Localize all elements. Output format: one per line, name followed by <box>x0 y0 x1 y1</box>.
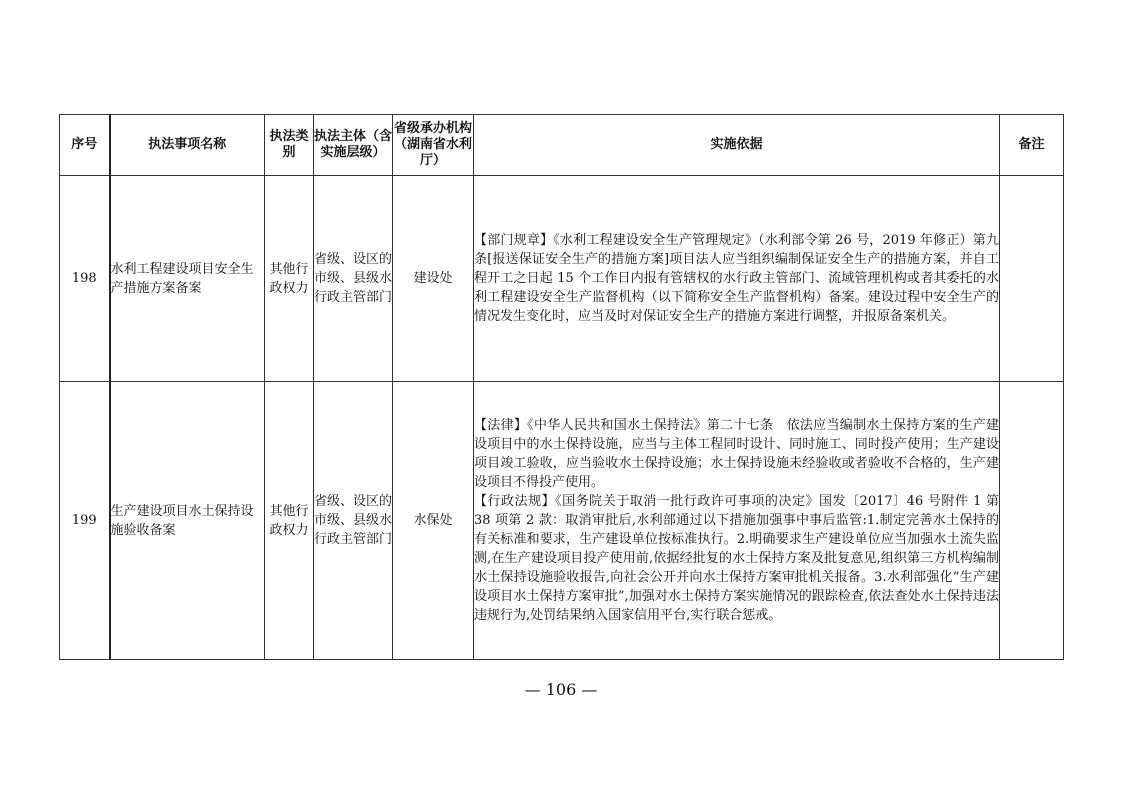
header-remark: 备注 <box>1000 115 1064 176</box>
basis-paragraph: 【法律】《中华人民共和国水土保持法》第二十七条 依法应当编制水土保持方案的生产建设项目中的水土保持设施，应当与主体工程同时设计、同时施工、同时投产使用；生产建设项目竣工验收，应当验收水土保持设施；水土保持设施未经验收或者验收不合格的，生产建设项目不得投产使用。 <box>474 418 999 490</box>
row-subject: 省级、设区的市级、县级水行政主管部门 <box>314 176 393 382</box>
row-dept: 水保处 <box>393 382 474 660</box>
row-category: 其他行政权力 <box>265 382 314 660</box>
table-row <box>60 382 1064 660</box>
row-name: 生产建设项目水土保持设施验收备案 <box>110 382 265 660</box>
row-basis <box>474 176 1000 382</box>
row-no: 199 <box>60 382 110 660</box>
page-number: — 106 — <box>524 680 598 699</box>
row-remark <box>1000 382 1064 660</box>
header-basis: 实施依据 <box>474 115 1000 176</box>
header-name: 执法事项名称 <box>110 115 265 176</box>
header-subject: 执法主体（含实施层级） <box>314 115 393 176</box>
row-dept: 建设处 <box>393 176 474 382</box>
enforcement-table <box>59 114 1064 660</box>
row-category: 其他行政权力 <box>265 176 314 382</box>
row-subject: 省级、设区的市级、县级水行政主管部门 <box>314 382 393 660</box>
header-dept: 省级承办机构（湖南省水利厅） <box>393 115 474 176</box>
table-row <box>60 176 1064 382</box>
row-name: 水利工程建设项目安全生产措施方案备案 <box>110 176 265 382</box>
row-no: 198 <box>60 176 110 382</box>
row-remark <box>1000 176 1064 382</box>
basis-paragraph: 【行政法规】《国务院关于取消一批行政许可事项的决定》国发〔2017〕46 号附件 1 第 38 项第 2 款：取消审批后,水利部通过以下措施加强事中事后监管:1.制定完善水土保持的有关标准和要求，生产建设单位按标准执行。2.明确要求生产建设单位应当加强水土流失监测,在生产建设项目投产使用前,依据经批复的水土保持方案及批复意见,组织第三方机构编制水土保持设施验收报告,向社会公开并向水土保持方案审批机关报备。3.水利部强化“生产建设项目水土保持方案审批”,加强对水土保持方案实施情况的跟踪检查,依法查处水土保持违法违规行为,处罚结果纳入国家信用平台,实行联合惩戒。 <box>474 494 999 623</box>
table-header-row <box>60 115 1064 176</box>
row-basis <box>474 382 1000 660</box>
basis-paragraph: 【部门规章】《水利工程建设安全生产管理规定》（水利部令第 26 号，2019 年修正）第九条[报送保证安全生产的措施方案]项目法人应当组织编制保证安全生产的措施方案，并自工程开工之日起 15 个工作日内报有管辖权的水行政主管部门、流域管理机构或者其委托的水利工程建设安全生产监督机构（以下简称安全生产监督机构）备案。建设过程中安全生产的情况发生变化时，应当及时对保证安全生产的措施方案进行调整，并报原备案机关。 <box>474 233 999 324</box>
header-no: 序号 <box>60 115 110 176</box>
header-category: 执法类别 <box>265 115 314 176</box>
